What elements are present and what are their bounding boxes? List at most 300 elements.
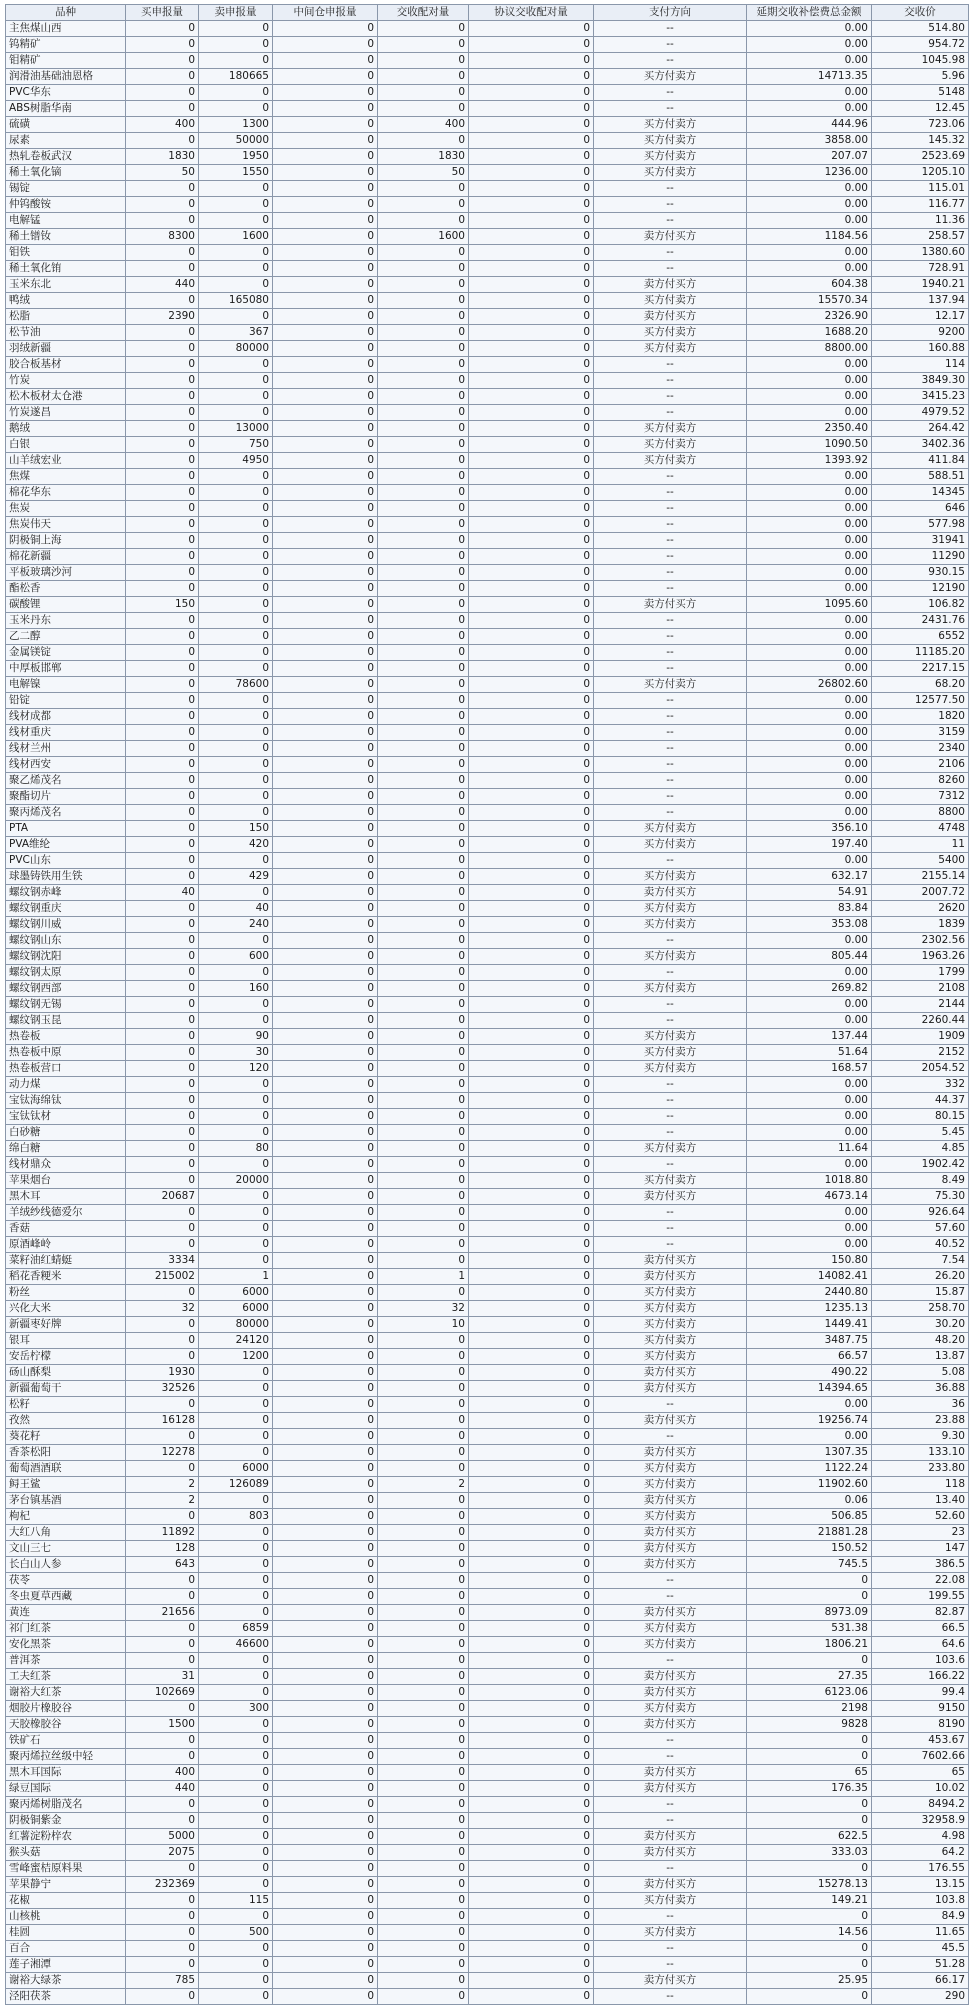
cell-compensation: 14394.65 [747, 1381, 872, 1397]
table-row [6, 1301, 969, 1317]
cell-compensation: 0.00 [747, 389, 872, 405]
cell-sell-qty: 1300 [199, 117, 273, 133]
cell-middle-qty: 0 [273, 1141, 378, 1157]
table-row [6, 1765, 969, 1781]
cell-sell-qty: 0 [199, 933, 273, 949]
cell-sell-qty: 0 [199, 1845, 273, 1861]
cell-pay-direction: -- [594, 485, 747, 501]
cell-commodity: 白银 [6, 437, 126, 453]
cell-pay-direction: -- [594, 645, 747, 661]
cell-compensation: 0.00 [747, 1013, 872, 1029]
cell-agreement-qty: 0 [469, 277, 594, 293]
cell-buy-qty: 0 [126, 389, 199, 405]
cell-settle-price: 2152 [872, 1045, 969, 1061]
table-row [6, 1925, 969, 1941]
cell-sell-qty: 165080 [199, 293, 273, 309]
cell-agreement-qty: 0 [469, 837, 594, 853]
cell-pay-direction: 卖方付买方 [594, 1381, 747, 1397]
cell-middle-qty: 0 [273, 901, 378, 917]
cell-commodity: 线材鼎众 [6, 1157, 126, 1173]
cell-commodity: 大红八角 [6, 1525, 126, 1541]
cell-settle-price: 11 [872, 837, 969, 853]
cell-compensation: 0 [747, 1749, 872, 1765]
cell-sell-qty: 0 [199, 101, 273, 117]
cell-middle-qty: 0 [273, 1493, 378, 1509]
table-row [6, 757, 969, 773]
cell-commodity: 热轧卷板武汉 [6, 149, 126, 165]
cell-compensation: 0.00 [747, 757, 872, 773]
cell-settle-price: 646 [872, 501, 969, 517]
cell-pay-direction: 卖方付买方 [594, 1525, 747, 1541]
cell-buy-qty: 0 [126, 1925, 199, 1941]
cell-settle-price: 514.80 [872, 21, 969, 37]
cell-compensation: 3858.00 [747, 133, 872, 149]
cell-buy-qty: 0 [126, 789, 199, 805]
cell-middle-qty: 0 [273, 1813, 378, 1829]
cell-commodity: 焦炭 [6, 501, 126, 517]
cell-buy-qty: 0 [126, 197, 199, 213]
cell-middle-qty: 0 [273, 965, 378, 981]
cell-settle-price: 1902.42 [872, 1157, 969, 1173]
cell-middle-qty: 0 [273, 405, 378, 421]
cell-matched-qty: 0 [378, 1813, 469, 1829]
cell-settle-price: 64.2 [872, 1845, 969, 1861]
cell-matched-qty: 0 [378, 1829, 469, 1845]
cell-buy-qty: 1830 [126, 149, 199, 165]
cell-agreement-qty: 0 [469, 869, 594, 885]
cell-sell-qty: 0 [199, 1781, 273, 1797]
table-row [6, 1445, 969, 1461]
cell-pay-direction: -- [594, 629, 747, 645]
cell-buy-qty: 0 [126, 901, 199, 917]
cell-agreement-qty: 0 [469, 1157, 594, 1173]
cell-matched-qty: 0 [378, 1221, 469, 1237]
cell-settle-price: 45.5 [872, 1941, 969, 1957]
cell-settle-price: 926.64 [872, 1205, 969, 1221]
cell-matched-qty: 0 [378, 421, 469, 437]
cell-settle-price: 6552 [872, 629, 969, 645]
cell-sell-qty: 0 [199, 1573, 273, 1589]
cell-compensation: 51.64 [747, 1045, 872, 1061]
cell-agreement-qty: 0 [469, 325, 594, 341]
table-row [6, 693, 969, 709]
cell-agreement-qty: 0 [469, 661, 594, 677]
cell-commodity: 莲子湘潭 [6, 1957, 126, 1973]
cell-buy-qty: 102669 [126, 1685, 199, 1701]
cell-middle-qty: 0 [273, 773, 378, 789]
cell-buy-qty: 12278 [126, 1445, 199, 1461]
cell-agreement-qty: 0 [469, 773, 594, 789]
cell-pay-direction: 卖方付买方 [594, 1973, 747, 1989]
cell-compensation: 0.06 [747, 1493, 872, 1509]
cell-sell-qty: 0 [199, 277, 273, 293]
cell-compensation: 0.00 [747, 501, 872, 517]
cell-pay-direction: 卖方付买方 [594, 1493, 747, 1509]
cell-compensation: 0.00 [747, 1077, 872, 1093]
cell-middle-qty: 0 [273, 85, 378, 101]
cell-agreement-qty: 0 [469, 1221, 594, 1237]
cell-commodity: 黑木耳 [6, 1189, 126, 1205]
cell-matched-qty: 0 [378, 341, 469, 357]
cell-buy-qty: 0 [126, 37, 199, 53]
cell-matched-qty: 0 [378, 485, 469, 501]
cell-settle-price: 258.57 [872, 229, 969, 245]
cell-buy-qty: 440 [126, 1781, 199, 1797]
cell-commodity: 香茶松阳 [6, 1445, 126, 1461]
cell-compensation: 0.00 [747, 613, 872, 629]
cell-matched-qty: 0 [378, 85, 469, 101]
cell-agreement-qty: 0 [469, 565, 594, 581]
cell-buy-qty: 2 [126, 1493, 199, 1509]
cell-buy-qty: 0 [126, 1349, 199, 1365]
cell-settle-price: 1799 [872, 965, 969, 981]
cell-settle-price: 52.60 [872, 1509, 969, 1525]
cell-matched-qty: 0 [378, 533, 469, 549]
cell-compensation: 0.00 [747, 181, 872, 197]
cell-commodity: 乙二醇 [6, 629, 126, 645]
cell-agreement-qty: 0 [469, 1781, 594, 1797]
table-row [6, 853, 969, 869]
cell-compensation: 54.91 [747, 885, 872, 901]
table-row [6, 885, 969, 901]
cell-sell-qty: 0 [199, 357, 273, 373]
cell-agreement-qty: 0 [469, 821, 594, 837]
table-row [6, 1669, 969, 1685]
column-header: 协议交收配对量 [469, 5, 594, 21]
cell-middle-qty: 0 [273, 21, 378, 37]
cell-agreement-qty: 0 [469, 549, 594, 565]
cell-sell-qty: 0 [199, 1525, 273, 1541]
cell-compensation: 444.96 [747, 117, 872, 133]
table-row [6, 1957, 969, 1973]
cell-buy-qty: 0 [126, 725, 199, 741]
cell-matched-qty: 0 [378, 1285, 469, 1301]
cell-agreement-qty: 0 [469, 469, 594, 485]
cell-pay-direction: 买方付卖方 [594, 1045, 747, 1061]
cell-commodity: 聚丙烯茂名 [6, 805, 126, 821]
cell-buy-qty: 0 [126, 1333, 199, 1349]
cell-buy-qty: 0 [126, 437, 199, 453]
cell-compensation: 176.35 [747, 1781, 872, 1797]
cell-settle-price: 11290 [872, 549, 969, 565]
cell-sell-qty: 0 [199, 629, 273, 645]
cell-middle-qty: 0 [273, 165, 378, 181]
cell-commodity: 新疆葡萄干 [6, 1381, 126, 1397]
cell-sell-qty: 6000 [199, 1461, 273, 1477]
cell-buy-qty: 0 [126, 469, 199, 485]
cell-commodity: PTA [6, 821, 126, 837]
cell-matched-qty: 0 [378, 933, 469, 949]
cell-middle-qty: 0 [273, 1605, 378, 1621]
cell-buy-qty: 0 [126, 1061, 199, 1077]
cell-commodity: 安岳柠檬 [6, 1349, 126, 1365]
cell-compensation: 0.00 [747, 741, 872, 757]
cell-buy-qty: 0 [126, 773, 199, 789]
cell-pay-direction: -- [594, 1941, 747, 1957]
cell-settle-price: 7312 [872, 789, 969, 805]
cell-matched-qty: 0 [378, 1525, 469, 1541]
cell-settle-price: 114 [872, 357, 969, 373]
table-row [6, 357, 969, 373]
table-row [6, 837, 969, 853]
cell-settle-price: 12577.50 [872, 693, 969, 709]
cell-agreement-qty: 0 [469, 1013, 594, 1029]
cell-matched-qty: 0 [378, 869, 469, 885]
cell-commodity: 铁矿石 [6, 1733, 126, 1749]
cell-settle-price: 411.84 [872, 453, 969, 469]
cell-commodity: 原酒峰岭 [6, 1237, 126, 1253]
cell-commodity: 祁门红茶 [6, 1621, 126, 1637]
cell-middle-qty: 0 [273, 1269, 378, 1285]
cell-pay-direction: 买方付卖方 [594, 149, 747, 165]
cell-matched-qty: 0 [378, 645, 469, 661]
cell-compensation: 0.00 [747, 213, 872, 229]
cell-commodity: 工夫红茶 [6, 1669, 126, 1685]
cell-matched-qty: 0 [378, 213, 469, 229]
table-row [6, 1349, 969, 1365]
cell-buy-qty: 150 [126, 597, 199, 613]
cell-settle-price: 1205.10 [872, 165, 969, 181]
cell-pay-direction: -- [594, 1589, 747, 1605]
table-row [6, 1253, 969, 1269]
cell-settle-price: 48.20 [872, 1333, 969, 1349]
cell-middle-qty: 0 [273, 1765, 378, 1781]
cell-compensation: 3487.75 [747, 1333, 872, 1349]
cell-settle-price: 31941 [872, 533, 969, 549]
cell-sell-qty: 0 [199, 1381, 273, 1397]
cell-commodity: 平板玻璃沙河 [6, 565, 126, 581]
cell-matched-qty: 0 [378, 309, 469, 325]
cell-middle-qty: 0 [273, 1333, 378, 1349]
cell-settle-price: 1940.21 [872, 277, 969, 293]
cell-matched-qty: 0 [378, 1877, 469, 1893]
cell-middle-qty: 0 [273, 997, 378, 1013]
cell-pay-direction: -- [594, 709, 747, 725]
cell-buy-qty: 0 [126, 1221, 199, 1237]
cell-commodity: 稀土氧化镝 [6, 165, 126, 181]
cell-sell-qty: 0 [199, 517, 273, 533]
cell-commodity: 锡锭 [6, 181, 126, 197]
cell-pay-direction: 买方付卖方 [594, 1029, 747, 1045]
cell-middle-qty: 0 [273, 1557, 378, 1573]
cell-settle-price: 9.30 [872, 1429, 969, 1445]
cell-compensation: 66.57 [747, 1349, 872, 1365]
cell-sell-qty: 0 [199, 1445, 273, 1461]
cell-sell-qty: 0 [199, 1813, 273, 1829]
cell-sell-qty: 120 [199, 1061, 273, 1077]
cell-sell-qty: 600 [199, 949, 273, 965]
cell-compensation: 0.00 [747, 533, 872, 549]
cell-agreement-qty: 0 [469, 389, 594, 405]
cell-sell-qty: 0 [199, 693, 273, 709]
cell-agreement-qty: 0 [469, 853, 594, 869]
cell-sell-qty: 0 [199, 645, 273, 661]
cell-settle-price: 453.67 [872, 1733, 969, 1749]
table-row [6, 997, 969, 1013]
cell-pay-direction: 买方付卖方 [594, 133, 747, 149]
cell-middle-qty: 0 [273, 1045, 378, 1061]
cell-commodity: 百合 [6, 1941, 126, 1957]
cell-buy-qty: 16128 [126, 1413, 199, 1429]
cell-middle-qty: 0 [273, 597, 378, 613]
cell-matched-qty: 0 [378, 1189, 469, 1205]
cell-matched-qty: 0 [378, 1157, 469, 1173]
cell-pay-direction: 买方付卖方 [594, 1893, 747, 1909]
cell-middle-qty: 0 [273, 1573, 378, 1589]
cell-compensation: 0.00 [747, 693, 872, 709]
cell-agreement-qty: 0 [469, 581, 594, 597]
cell-middle-qty: 0 [273, 1781, 378, 1797]
cell-buy-qty: 0 [126, 21, 199, 37]
cell-compensation: 0.00 [747, 773, 872, 789]
cell-pay-direction: 卖方付买方 [594, 309, 747, 325]
cell-middle-qty: 0 [273, 1733, 378, 1749]
cell-buy-qty: 20687 [126, 1189, 199, 1205]
cell-matched-qty: 0 [378, 1125, 469, 1141]
cell-agreement-qty: 0 [469, 597, 594, 613]
cell-settle-price: 11.36 [872, 213, 969, 229]
cell-matched-qty: 0 [378, 1013, 469, 1029]
cell-agreement-qty: 0 [469, 1797, 594, 1813]
cell-sell-qty: 0 [199, 885, 273, 901]
cell-sell-qty: 750 [199, 437, 273, 453]
table-header-row [6, 5, 969, 21]
cell-compensation: 356.10 [747, 821, 872, 837]
cell-buy-qty: 0 [126, 869, 199, 885]
cell-pay-direction: 卖方付买方 [594, 1845, 747, 1861]
cell-commodity: 鲟王鲨 [6, 1477, 126, 1493]
cell-sell-qty: 6859 [199, 1621, 273, 1637]
cell-settle-price: 8494.2 [872, 1797, 969, 1813]
cell-compensation: 25.95 [747, 1973, 872, 1989]
cell-compensation: 2350.40 [747, 421, 872, 437]
cell-sell-qty: 0 [199, 997, 273, 1013]
cell-middle-qty: 0 [273, 53, 378, 69]
table-row [6, 1429, 969, 1445]
cell-middle-qty: 0 [273, 1541, 378, 1557]
cell-middle-qty: 0 [273, 1685, 378, 1701]
cell-compensation: 1449.41 [747, 1317, 872, 1333]
cell-buy-qty: 0 [126, 421, 199, 437]
cell-agreement-qty: 0 [469, 1925, 594, 1941]
cell-middle-qty: 0 [273, 309, 378, 325]
cell-compensation: 0 [747, 1941, 872, 1957]
table-row [6, 709, 969, 725]
cell-buy-qty: 2390 [126, 309, 199, 325]
cell-pay-direction: -- [594, 1957, 747, 1973]
cell-settle-price: 4.85 [872, 1141, 969, 1157]
cell-buy-qty: 0 [126, 805, 199, 821]
cell-commodity: 碳酸锂 [6, 597, 126, 613]
cell-pay-direction: -- [594, 53, 747, 69]
cell-buy-qty: 0 [126, 661, 199, 677]
cell-agreement-qty: 0 [469, 1429, 594, 1445]
cell-pay-direction: -- [594, 853, 747, 869]
table-row [6, 549, 969, 565]
table-row [6, 1269, 969, 1285]
cell-middle-qty: 0 [273, 677, 378, 693]
cell-middle-qty: 0 [273, 69, 378, 85]
table-row [6, 1877, 969, 1893]
table-row [6, 949, 969, 965]
table-row [6, 1781, 969, 1797]
cell-sell-qty: 0 [199, 1077, 273, 1093]
cell-compensation: 0 [747, 1861, 872, 1877]
cell-pay-direction: 卖方付买方 [594, 1669, 747, 1685]
cell-compensation: 632.17 [747, 869, 872, 885]
cell-settle-price: 5.08 [872, 1365, 969, 1381]
cell-compensation: 0.00 [747, 1397, 872, 1413]
cell-commodity: 螺纹钢西部 [6, 981, 126, 997]
cell-compensation: 269.82 [747, 981, 872, 997]
cell-agreement-qty: 0 [469, 1941, 594, 1957]
cell-pay-direction: -- [594, 373, 747, 389]
cell-matched-qty: 0 [378, 597, 469, 613]
cell-commodity: 银耳 [6, 1333, 126, 1349]
cell-settle-price: 2340 [872, 741, 969, 757]
cell-settle-price: 36.88 [872, 1381, 969, 1397]
cell-agreement-qty: 0 [469, 1765, 594, 1781]
cell-matched-qty: 0 [378, 181, 469, 197]
cell-agreement-qty: 0 [469, 517, 594, 533]
cell-middle-qty: 0 [273, 1877, 378, 1893]
cell-compensation: 0.00 [747, 1221, 872, 1237]
cell-middle-qty: 0 [273, 1173, 378, 1189]
cell-commodity: 胶合板基材 [6, 357, 126, 373]
cell-compensation: 0.00 [747, 997, 872, 1013]
table-row [6, 1685, 969, 1701]
cell-commodity: 苹果烟台 [6, 1173, 126, 1189]
cell-commodity: 香菇 [6, 1221, 126, 1237]
table-row [6, 1189, 969, 1205]
cell-agreement-qty: 0 [469, 1477, 594, 1493]
cell-buy-qty: 0 [126, 1941, 199, 1957]
cell-middle-qty: 0 [273, 1125, 378, 1141]
cell-pay-direction: -- [594, 661, 747, 677]
cell-middle-qty: 0 [273, 629, 378, 645]
cell-sell-qty: 80000 [199, 341, 273, 357]
cell-commodity: 文山三七 [6, 1541, 126, 1557]
cell-buy-qty: 0 [126, 293, 199, 309]
cell-middle-qty: 0 [273, 1365, 378, 1381]
cell-middle-qty: 0 [273, 1669, 378, 1685]
cell-commodity: 线材西安 [6, 757, 126, 773]
cell-pay-direction: 买方付卖方 [594, 1925, 747, 1941]
cell-pay-direction: -- [594, 197, 747, 213]
cell-settle-price: 2260.44 [872, 1013, 969, 1029]
table-row [6, 1941, 969, 1957]
cell-compensation: 0.00 [747, 805, 872, 821]
cell-commodity: 山羊绒宏业 [6, 453, 126, 469]
cell-compensation: 1688.20 [747, 325, 872, 341]
table-row [6, 965, 969, 981]
cell-sell-qty: 0 [199, 373, 273, 389]
cell-middle-qty: 0 [273, 1621, 378, 1637]
cell-sell-qty: 0 [199, 181, 273, 197]
cell-settle-price: 15.87 [872, 1285, 969, 1301]
cell-commodity: 螺纹钢赤峰 [6, 885, 126, 901]
cell-compensation: 0 [747, 1733, 872, 1749]
cell-pay-direction: 卖方付买方 [594, 1781, 747, 1797]
cell-sell-qty: 0 [199, 757, 273, 773]
cell-buy-qty: 0 [126, 1093, 199, 1109]
cell-buy-qty: 31 [126, 1669, 199, 1685]
cell-settle-price: 137.94 [872, 293, 969, 309]
cell-agreement-qty: 0 [469, 725, 594, 741]
cell-commodity: 泾阳茯茶 [6, 1989, 126, 2005]
cell-settle-price: 5.45 [872, 1125, 969, 1141]
cell-middle-qty: 0 [273, 1077, 378, 1093]
